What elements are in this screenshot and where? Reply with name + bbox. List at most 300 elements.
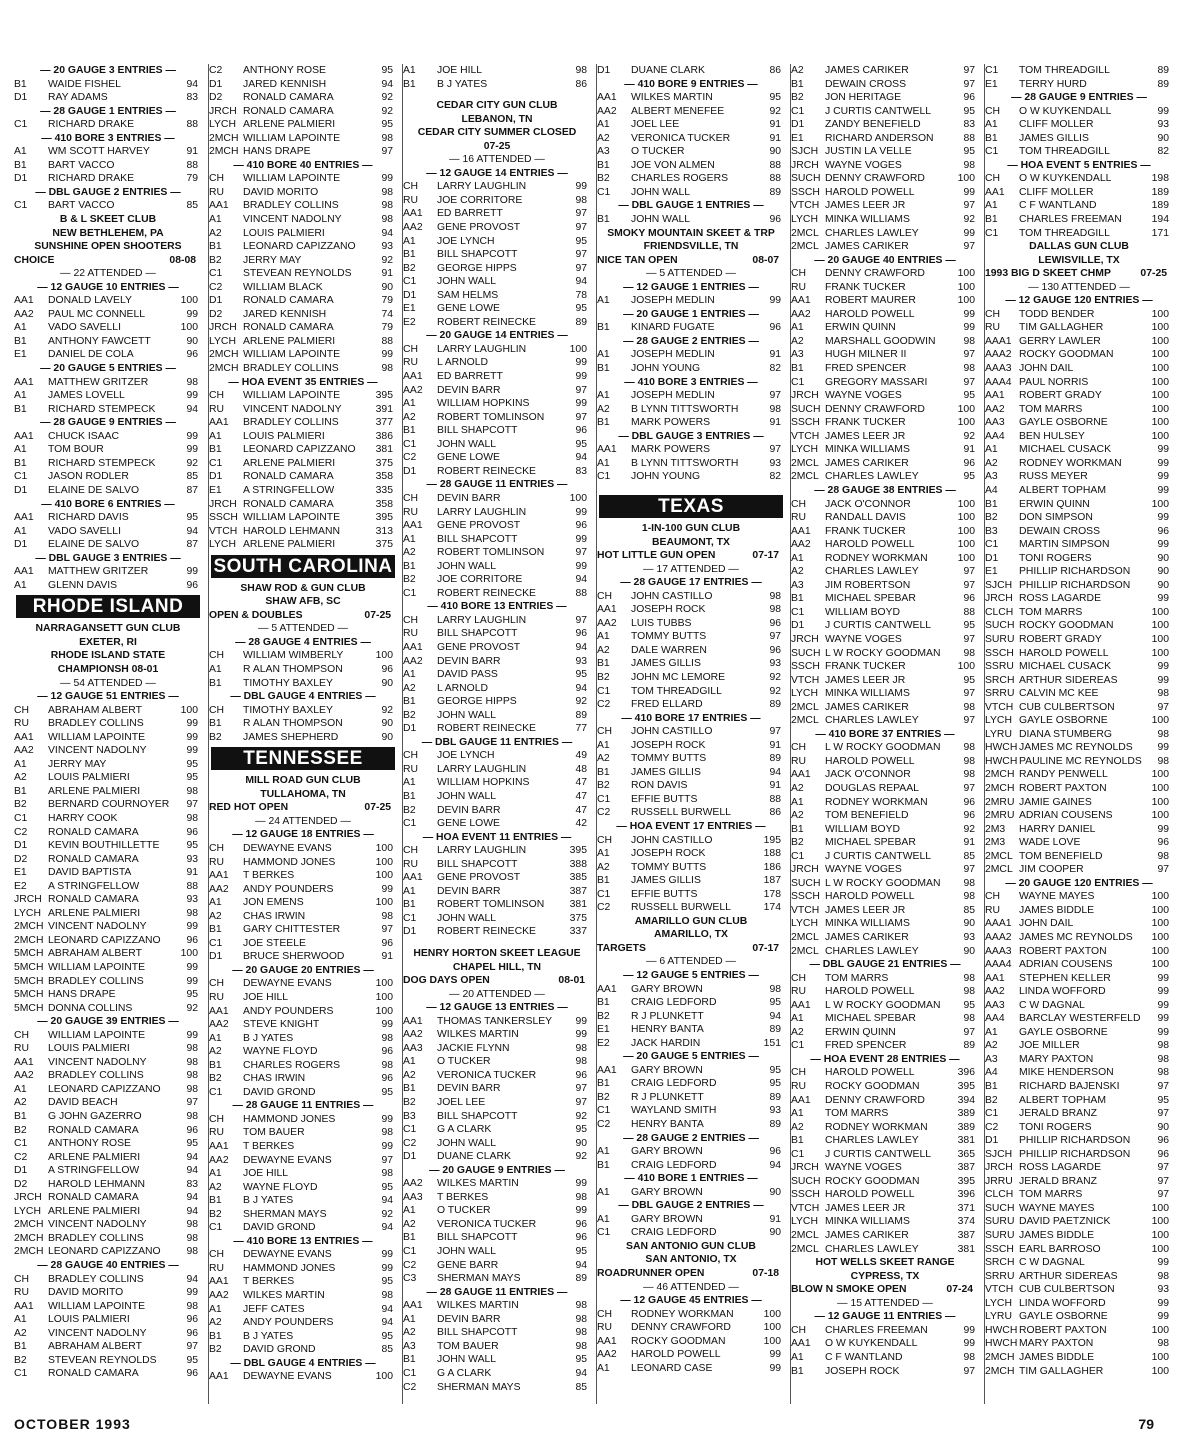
shooter-name: MARTIN SIMPSON xyxy=(1019,539,1110,551)
result-row xyxy=(403,275,591,289)
class-code: CLCH xyxy=(985,606,1014,618)
shooter-name: CRAIG LEDFORD xyxy=(631,997,717,1009)
event-heading: — DBL GAUGE 4 ENTRIES — xyxy=(230,691,376,703)
score: 83 xyxy=(575,465,587,477)
attendance: — 5 ATTENDED — xyxy=(646,268,736,280)
shooter-name: FRANK TUCKER xyxy=(825,661,906,673)
class-code: B1 xyxy=(597,875,610,887)
shooter-name: ROBERT TOMLINSON xyxy=(437,547,545,559)
shooter-name: ROCKY GOODMAN xyxy=(631,1335,726,1347)
shooter-name: TOM BOUR xyxy=(48,444,104,456)
result-row xyxy=(597,1037,785,1051)
club-info: SHAW AFB, SC xyxy=(265,596,341,608)
class-code: B2 xyxy=(597,780,610,792)
class-code: A1 xyxy=(14,1314,27,1326)
class-code: 2MCH xyxy=(209,363,239,375)
score: 99 xyxy=(1157,972,1169,984)
score: 93 xyxy=(186,894,198,906)
result-row xyxy=(791,362,979,376)
result-row xyxy=(985,1283,1173,1297)
score: 96 xyxy=(575,425,587,437)
shooter-name: ROBERT TOMLINSON xyxy=(437,411,545,423)
score: 97 xyxy=(963,688,975,700)
result-row xyxy=(597,1077,785,1091)
score: 74 xyxy=(381,308,393,320)
shooter-name: ANTHONY ROSE xyxy=(243,65,326,76)
class-code: A1 xyxy=(14,1083,27,1095)
result-row xyxy=(985,931,1173,945)
shooter-name: GAYLE OSBORNE xyxy=(1019,715,1108,727)
result-row xyxy=(597,793,785,807)
class-code: AA2 xyxy=(403,1029,423,1041)
class-code: C1 xyxy=(597,186,611,198)
result-row xyxy=(14,961,202,975)
score: 95 xyxy=(575,235,587,247)
result-row xyxy=(985,1148,1173,1162)
shooter-name: JAMES LEER JR xyxy=(825,1202,906,1214)
class-code: C2 xyxy=(403,1381,417,1393)
state-banner: SOUTH CAROLINA xyxy=(211,555,395,578)
score: 98 xyxy=(963,769,975,781)
shooter-name: DENNY CRAWFORD xyxy=(825,173,925,185)
result-row xyxy=(985,213,1173,227)
score: 99 xyxy=(575,371,587,383)
class-code: A1 xyxy=(985,119,998,131)
score: 99 xyxy=(381,1113,393,1125)
shooter-name: JOE CORRITORE xyxy=(437,574,523,586)
result-row xyxy=(791,836,979,850)
result-row xyxy=(209,321,397,335)
shooter-name: CUB CULBERTSON xyxy=(1019,1284,1115,1296)
result-row xyxy=(14,1300,202,1314)
result-row xyxy=(597,806,785,820)
score: 90 xyxy=(1157,566,1169,578)
shooter-name: O W KUYKENDALL xyxy=(1019,105,1112,117)
class-code: C1 xyxy=(14,1368,28,1380)
class-code: C1 xyxy=(597,793,611,805)
class-code: A1 xyxy=(403,1205,416,1217)
score: 94 xyxy=(575,1259,587,1271)
club-info: MILL ROAD GUN CLUB xyxy=(245,775,361,787)
score: 171 xyxy=(1151,227,1169,239)
result-row xyxy=(14,1367,202,1381)
result-row xyxy=(791,403,979,417)
class-code: 2MCH xyxy=(209,146,239,158)
score: 98 xyxy=(1157,755,1169,767)
result-row xyxy=(985,999,1173,1013)
result-row xyxy=(985,606,1173,620)
result-row xyxy=(985,430,1173,444)
result-row xyxy=(985,443,1173,457)
score: 79 xyxy=(381,322,393,334)
result-row xyxy=(791,917,979,931)
class-code: D1 xyxy=(14,92,28,104)
result-row xyxy=(14,839,202,853)
score: 97 xyxy=(1157,1081,1169,1093)
score: 98 xyxy=(381,1290,393,1302)
score: 98 xyxy=(1157,1067,1169,1079)
score: 95 xyxy=(186,512,198,524)
class-code: RU xyxy=(791,512,807,524)
shooter-name: PAUL MC CONNELL xyxy=(48,308,146,320)
class-code: CH xyxy=(597,1308,613,1320)
class-code: AA2 xyxy=(209,883,229,895)
class-code: LYCH xyxy=(209,539,236,551)
score: 100 xyxy=(569,343,587,355)
result-row xyxy=(209,1072,397,1086)
class-code: AA2 xyxy=(791,308,811,320)
shooter-name: WILLIAM LAPOINTE xyxy=(48,1029,146,1041)
score: 98 xyxy=(575,65,587,76)
class-code: CH xyxy=(985,891,1001,903)
score: 92 xyxy=(963,823,975,835)
class-code: AA1 xyxy=(403,1300,423,1312)
result-row xyxy=(985,457,1173,471)
shooter-name: BARCLAY WESTERFELD xyxy=(1019,1013,1141,1025)
score: 98 xyxy=(963,701,975,713)
score: 98 xyxy=(381,363,393,375)
shooter-name: ANDY POUNDERS xyxy=(243,883,334,895)
shooter-name: RONALD CAMARA xyxy=(48,853,139,865)
score: 98 xyxy=(381,910,393,922)
shooter-name: C W DAGNAL xyxy=(1019,999,1085,1011)
score: 89 xyxy=(1157,78,1169,90)
class-code: B2 xyxy=(985,1094,998,1106)
result-row xyxy=(403,316,591,330)
class-code: CH xyxy=(403,845,419,857)
shooter-name: ROBERT PAXTON xyxy=(1019,1324,1107,1336)
result-row xyxy=(209,883,397,897)
shooter-name: RONALD CAMARA xyxy=(243,471,334,483)
score: 97 xyxy=(186,1341,198,1353)
shooter-name: HAROLD LEHMANN xyxy=(48,1178,145,1190)
shooter-name: DEWAYNE EVANS xyxy=(243,842,332,854)
score: 99 xyxy=(186,921,198,933)
result-row xyxy=(403,546,591,560)
shooter-name: JOHN WALL xyxy=(437,709,497,721)
result-row xyxy=(14,1151,202,1165)
class-code: D2 xyxy=(14,853,28,865)
result-row xyxy=(597,685,785,699)
score: 99 xyxy=(186,745,198,757)
shooter-name: WILKES MARTIN xyxy=(437,1300,519,1312)
result-row xyxy=(209,1194,397,1208)
score: 335 xyxy=(375,484,393,496)
shooter-name: JOHN WALL xyxy=(437,912,497,924)
event-heading: — 28 GAUGE 17 ENTRIES — xyxy=(620,577,762,589)
score: 99 xyxy=(575,1029,587,1041)
shooter-name: HAROLD POWELL xyxy=(1019,647,1109,659)
class-code: C1 xyxy=(791,850,805,862)
score: 100 xyxy=(1151,1216,1169,1228)
score: 97 xyxy=(963,1365,975,1377)
result-row xyxy=(403,763,591,777)
score: 98 xyxy=(963,891,975,903)
score: 99 xyxy=(1157,674,1169,686)
result-row xyxy=(403,1082,591,1096)
score: 96 xyxy=(963,457,975,469)
score: 42 xyxy=(575,818,587,830)
result-row xyxy=(403,78,591,92)
shooter-name: WAYNE VOGES xyxy=(825,864,902,876)
result-row xyxy=(597,105,785,119)
result-row xyxy=(403,1299,591,1313)
class-code: AA2 xyxy=(14,1070,34,1082)
event-heading: — 12 GAUGE 18 ENTRIES — xyxy=(232,829,374,841)
attendance: — 5 ATTENDED — xyxy=(258,623,348,635)
result-row xyxy=(14,403,202,417)
shooter-name: ROCKY GOODMAN xyxy=(825,1081,920,1093)
shooter-name: T BERKES xyxy=(243,1276,295,1288)
class-code: A2 xyxy=(791,1026,804,1038)
score: 100 xyxy=(375,650,393,662)
class-code: A1 xyxy=(985,1026,998,1038)
score: 100 xyxy=(1151,308,1169,320)
shooter-name: CHARLES ROGERS xyxy=(243,1059,341,1071)
result-row xyxy=(209,1045,397,1059)
class-code: B1 xyxy=(403,249,416,261)
shooter-name: HAROLD POWELL xyxy=(825,986,915,998)
class-code: AAA2 xyxy=(985,349,1012,361)
shooter-name: VADO SAVELLI xyxy=(48,525,121,537)
event-heading: — 410 BORE 3 ENTRIES — xyxy=(624,376,758,388)
result-row xyxy=(403,695,591,709)
score: 90 xyxy=(1157,579,1169,591)
shooter-name: WAIDE FISHEL xyxy=(48,78,121,90)
class-code: C1 xyxy=(403,276,417,288)
class-code: 2MCL xyxy=(791,715,819,727)
score: 98 xyxy=(186,1056,198,1068)
event-heading: — 410 BORE 6 ENTRIES — xyxy=(41,498,175,510)
score: 95 xyxy=(381,1276,393,1288)
shooter-name: VINCENT NADOLNY xyxy=(48,1327,147,1339)
shooter-name: DEWAIN CROSS xyxy=(1019,525,1101,537)
event-heading: — 28 GAUGE 11 ENTRIES — xyxy=(426,1286,568,1298)
score: 94 xyxy=(575,452,587,464)
score: 98 xyxy=(575,1327,587,1339)
shooter-name: HAROLD POWELL xyxy=(825,1189,915,1201)
shooter-name: WILKES MARTIN xyxy=(437,1178,519,1190)
score: 97 xyxy=(1157,864,1169,876)
score: 99 xyxy=(186,390,198,402)
shooter-name: DAVID PAETZNICK xyxy=(1019,1216,1111,1228)
shooter-name: WAYNE VOGES xyxy=(825,633,902,645)
class-code: 2MCH xyxy=(14,1219,44,1231)
score: 95 xyxy=(381,1086,393,1098)
score: 100 xyxy=(1151,932,1169,943)
class-code: A1 xyxy=(209,214,222,226)
score: 395 xyxy=(957,1175,975,1187)
class-code: RU xyxy=(597,1322,613,1334)
shooter-name: RODNEY WORKMAN xyxy=(631,1308,734,1320)
class-code: C1 xyxy=(985,146,999,158)
result-row xyxy=(403,1042,591,1056)
score: 47 xyxy=(575,777,587,789)
shooter-name: PHILLIP RICHARDSON xyxy=(1019,1148,1131,1160)
class-code: B1 xyxy=(597,1159,610,1171)
result-row xyxy=(985,1337,1173,1351)
result-row xyxy=(791,1365,979,1379)
result-row xyxy=(985,1026,1173,1040)
shooter-name: BILL SHAPCOTT xyxy=(437,1110,518,1122)
score: 90 xyxy=(1157,1121,1169,1133)
class-code: AA1 xyxy=(403,371,423,383)
result-row xyxy=(14,1218,202,1232)
result-row xyxy=(14,1232,202,1246)
score: 98 xyxy=(1157,1053,1169,1065)
class-code: CH xyxy=(209,704,225,716)
result-row xyxy=(985,619,1173,633)
result-row xyxy=(403,844,591,858)
class-code: C2 xyxy=(403,452,417,464)
score: 98 xyxy=(186,1219,198,1231)
score: 98 xyxy=(1157,1040,1169,1052)
results-column xyxy=(14,64,202,1404)
class-code: E1 xyxy=(791,132,804,144)
shooter-name: JOSEPH ROCK xyxy=(631,739,706,751)
class-code: B1 xyxy=(597,1078,610,1090)
shooter-name: CHARLES LAWLEY xyxy=(825,471,919,483)
class-code: A1 xyxy=(403,885,416,897)
class-code: SSCH xyxy=(985,647,1014,659)
shooter-name: JOSEPH ROCK xyxy=(825,1365,900,1377)
class-code: VTCH xyxy=(791,904,820,916)
shooter-name: ADRIAN COUSENS xyxy=(1019,959,1113,971)
result-row xyxy=(597,416,785,430)
class-code: B1 xyxy=(403,560,416,572)
result-row xyxy=(985,1188,1173,1202)
score: 99 xyxy=(963,1324,975,1336)
shooter-name: VINCENT NADOLNY xyxy=(48,745,147,757)
class-code: A1 xyxy=(597,1186,610,1198)
result-row xyxy=(403,262,591,276)
shooter-name: RICHARD DRAKE xyxy=(48,173,135,185)
result-row xyxy=(597,617,785,631)
score: 100 xyxy=(957,552,975,564)
result-row xyxy=(14,907,202,921)
score: 79 xyxy=(186,173,198,185)
shooter-name: EARL BARROSO xyxy=(1019,1243,1101,1255)
result-row xyxy=(403,235,591,249)
result-row xyxy=(403,709,591,723)
result-row xyxy=(209,498,397,512)
shooter-name: ROCKY GOODMAN xyxy=(1019,620,1114,632)
shooter-name: DENNY CRAWFORD xyxy=(825,1094,925,1106)
score: 371 xyxy=(957,1202,975,1214)
shooter-name: LEONARD CAPIZZANO xyxy=(48,934,161,946)
result-row xyxy=(985,199,1173,213)
result-row xyxy=(985,308,1173,322)
class-code: CH xyxy=(403,750,419,762)
shooter-name: WILLIAM LAPOINTE xyxy=(243,349,341,361)
score: 94 xyxy=(575,641,587,653)
shooter-name: ERWIN QUINN xyxy=(825,1026,896,1038)
shooter-name: TOM BAUER xyxy=(243,1127,305,1139)
result-row xyxy=(985,579,1173,593)
class-code: 2MCL xyxy=(791,241,819,253)
result-row xyxy=(597,362,785,376)
event-heading: — 12 GAUGE 11 ENTRIES — xyxy=(814,1311,956,1323)
shoot-name: ROADRUNNER OPEN xyxy=(597,1268,705,1280)
class-code: RU xyxy=(985,904,1001,916)
shooter-name: TOM THREADGILL xyxy=(1019,227,1110,239)
score: 98 xyxy=(381,1168,393,1180)
result-row xyxy=(209,663,397,677)
result-row xyxy=(985,647,1173,661)
event-heading: — DBL GAUGE 4 ENTRIES — xyxy=(230,1357,376,1369)
class-code: C2 xyxy=(403,1259,417,1271)
score: 100 xyxy=(1151,1351,1169,1363)
result-row xyxy=(403,1326,591,1340)
class-code: 2MCH xyxy=(985,1351,1015,1363)
class-code: A2 xyxy=(791,566,804,578)
score: 95 xyxy=(381,119,393,131)
result-row xyxy=(14,744,202,758)
score: 93 xyxy=(186,853,198,865)
shooter-name: CRAIG LEDFORD xyxy=(631,1159,717,1171)
score: 97 xyxy=(575,1097,587,1109)
result-row xyxy=(791,416,979,430)
shooter-name: WILLIAM LAPOINTE xyxy=(48,731,146,743)
score: 99 xyxy=(1157,1257,1169,1269)
score: 100 xyxy=(180,322,198,334)
result-row xyxy=(985,362,1173,376)
shooter-name: TONI ROGERS xyxy=(1019,1121,1092,1133)
shooter-name: JOE STEELE xyxy=(243,937,306,949)
score: 100 xyxy=(1151,417,1169,429)
shooter-name: DUANE CLARK xyxy=(631,65,705,76)
score: 99 xyxy=(1157,661,1169,673)
class-code: CH xyxy=(791,268,807,280)
shooter-name: MARSHALL GOODWIN xyxy=(825,335,936,347)
class-code: E2 xyxy=(597,1037,610,1049)
shooter-name: CHARLES FREEMAN xyxy=(1019,214,1122,226)
score: 396 xyxy=(957,1067,975,1079)
shooter-name: GARY BROWN xyxy=(631,1186,703,1198)
class-code: 2MCH xyxy=(209,132,239,144)
score: 98 xyxy=(575,1300,587,1312)
result-row xyxy=(14,1069,202,1083)
result-row xyxy=(985,1310,1173,1324)
shooter-name: JOHN WALL xyxy=(437,438,497,450)
score: 90 xyxy=(381,677,393,689)
club-info: BEAUMONT, TX xyxy=(652,536,730,548)
score: 99 xyxy=(1157,823,1169,835)
class-code: LYCH xyxy=(209,335,236,347)
shooter-name: JOHN WALL xyxy=(437,1246,497,1258)
result-row xyxy=(597,1348,785,1362)
result-row xyxy=(14,457,202,471)
shooter-name: FRED SPENCER xyxy=(825,1040,907,1052)
class-code: B1 xyxy=(14,1341,27,1353)
shooter-name: MATTHEW GRITZER xyxy=(48,376,149,388)
shooter-name: TOM BENEFIELD xyxy=(825,810,909,822)
shooter-name: JOHN DAIL xyxy=(1019,363,1074,375)
class-code: B1 xyxy=(14,457,27,469)
score: 90 xyxy=(1157,552,1169,564)
result-row xyxy=(403,302,591,316)
shooter-name: WILKES MARTIN xyxy=(631,92,713,104)
result-row xyxy=(597,1321,785,1335)
shooter-name: VERONICA TUCKER xyxy=(437,1218,537,1230)
class-code: 5MCH xyxy=(14,1002,44,1014)
class-code: LYRU xyxy=(985,1311,1012,1323)
score: 194 xyxy=(1151,214,1169,226)
result-row xyxy=(597,1023,785,1037)
class-code: C2 xyxy=(209,65,223,76)
event-heading: — DBL GAUGE 2 ENTRIES — xyxy=(35,186,181,198)
shooter-name: LEONARD CAPIZZANO xyxy=(48,1246,161,1258)
